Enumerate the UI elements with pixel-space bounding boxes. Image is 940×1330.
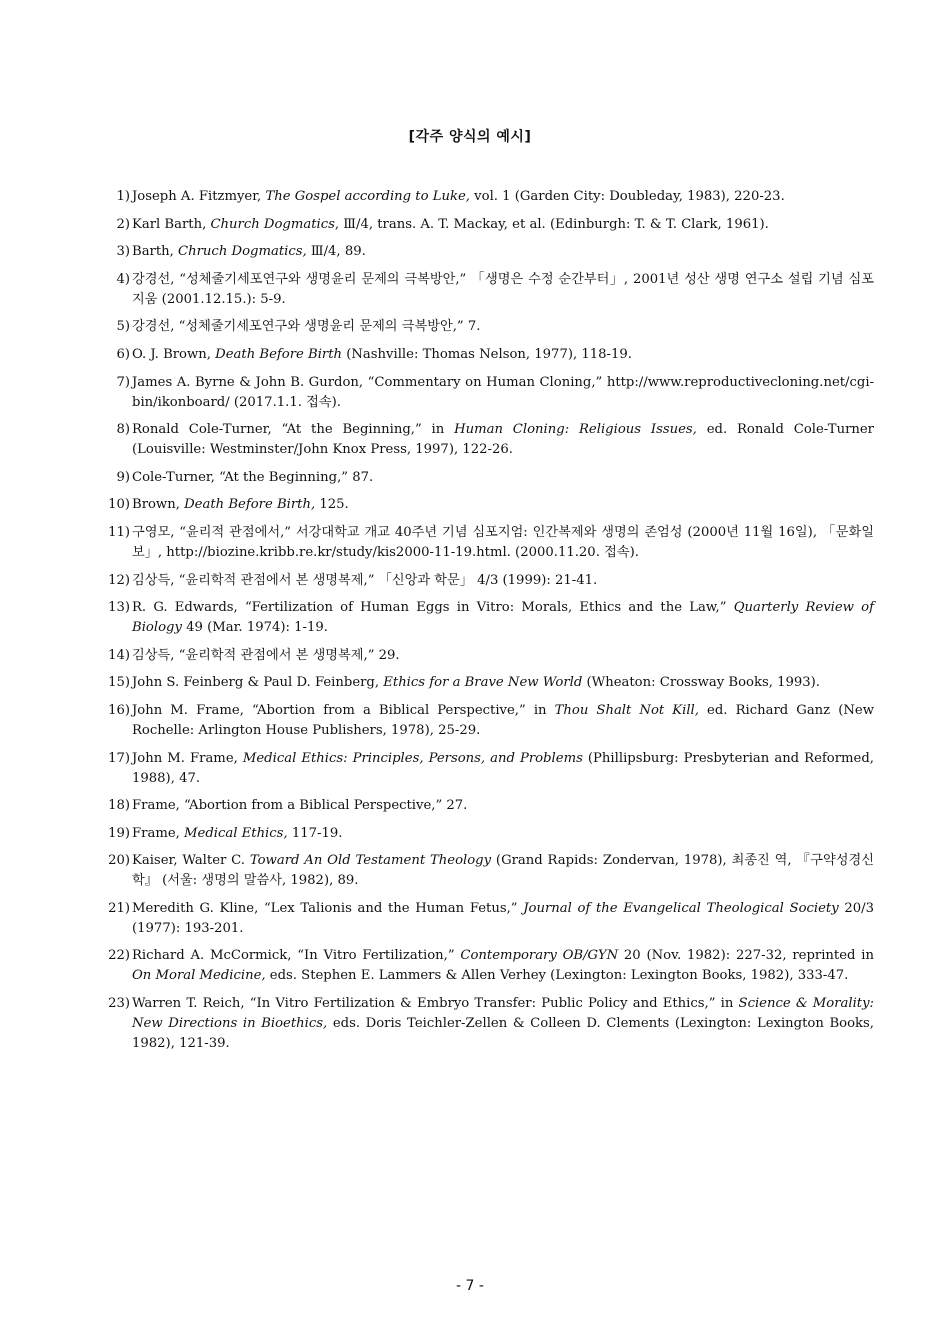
footnote-number: 15 ) [108, 673, 130, 693]
footnote-number: 11 ) [108, 523, 130, 543]
footnote-text: eds. Stephen E. Lammers & Allen Verhey (Lexington: Lexington Books, 1982), 333-47. [265, 968, 849, 984]
footnote-text: 117-19. [287, 825, 343, 841]
footnote-text: Karl Barth, [132, 216, 211, 232]
footnote-number: 14 ) [108, 646, 130, 666]
footnote-text: (Wheaton: Crossway Books, 1993). [582, 675, 821, 691]
footnote-number: 8 ) [108, 420, 130, 440]
footnote-title-italic: Church Dogmatics [210, 216, 335, 232]
footnote-title-italic: Toward An Old Testament Theology [249, 853, 492, 869]
footnote-number: 10 ) [108, 495, 130, 515]
footnote-text: 49 (Mar. 1974): 1-19. [181, 620, 328, 636]
footnote-text: eds. Doris Teichler-Zellen & Colleen D. Clements (Lexington: Lexington Books, 1982), 121-39. [132, 1016, 874, 1052]
footnote-text: Joseph A. Fitzmyer, [132, 189, 266, 204]
footnote [108, 495, 874, 515]
footnote-text: 강경선, “성체줄기세포연구와 생명윤리 문제의 극복방안,” 7. [132, 319, 481, 335]
footnote [108, 851, 874, 891]
footnote-text: O. J. Brown, [132, 346, 216, 362]
footnote [108, 824, 874, 844]
footnote [108, 468, 874, 488]
footnote [108, 420, 874, 460]
footnote-title-italic: Death Before Birth [215, 346, 343, 362]
footnote-text: John M. Frame, “Abortion from a Biblical Perspective,” in [132, 702, 555, 718]
footnote-title-italic: Human Cloning: Religious Issues, [454, 422, 697, 438]
footnote-text: (Phillipsburg: Presbyterian and Reformed, 1988), 47. [132, 750, 874, 786]
footnote-list [108, 187, 874, 1062]
footnote-title-italic: Quarterly Review of Biology [132, 600, 874, 636]
footnote-text: Barth, [132, 244, 179, 260]
page-number: - 7 - [456, 1278, 484, 1294]
footnote-text: 125. [315, 497, 349, 513]
footnote [108, 598, 874, 638]
footnote-title-italic: Death Before Birth, [184, 497, 316, 513]
footnote [108, 242, 874, 262]
footnote-text: Kaiser, Walter C. [132, 853, 250, 869]
footnote-text: ed. Ronald Cole-Turner (Louisville: Westminster/John Knox Press, 1997), 122-26. [132, 422, 874, 458]
footnote-number: 16 ) [108, 701, 130, 721]
footnote-text: Frame, [132, 825, 185, 841]
footnote-number: 2 ) [108, 215, 130, 235]
footnote-number: 12 ) [108, 571, 130, 591]
footnote-number: 21 ) [108, 899, 130, 919]
footnote-text: John M. Frame, [132, 750, 243, 766]
footnote-number: 1 ) [108, 187, 130, 207]
footnote [108, 946, 874, 986]
footnote-number: 18 ) [108, 796, 130, 816]
footnote-number: 13 ) [108, 598, 130, 618]
footnote [108, 899, 874, 939]
footnote-title-italic: Medical Ethics: Principles, Persons, and Problems [242, 750, 583, 766]
footnote-text: 강경선, “성체줄기세포연구와 생명윤리 문제의 극복방안,” 「생명은 수정 순간부터」, 2001년 성산 생명 연구소 설립 기념 심포지움 (2001.12.15.): 5-9. [132, 271, 874, 307]
footnote-number: 4 ) [108, 270, 130, 290]
footnote [108, 646, 874, 666]
footnote-text: Meredith G. Kline, “Lex Talionis and the Human Fetus,” [132, 900, 524, 916]
footnote-text: R. G. Edwards, “Fertilization of Human Eggs in Vitro: Morals, Ethics and the Law,” [132, 600, 734, 616]
footnote-text: 20 (Nov. 1982): 227-32, reprinted in [618, 948, 874, 964]
footnote-title-italic: Ethics for a Brave New World [383, 675, 583, 691]
footnote-text: James A. Byrne & John B. Gurdon, “Commentary on Human Cloning,” http://www.reproductivecloning.net/cgi-bin/ikonboard/ (2017.1.1. 접속). [132, 374, 874, 410]
footnote-text: (Grand Rapids: Zondervan, 1978), 최종진 역, 『구약성경신학』 (서울: 생명의 말씀사, 1982), 89. [132, 853, 874, 889]
footnote-text: Cole-Turner, “At the Beginning,” 87. [132, 469, 374, 485]
footnote-text: 구영모, “윤리적 관점에서,” 서강대학교 개교 40주년 기념 심포지엄: 인간복제와 생명의 존엄성 (2000년 11월 16일), 「문화일보」, http://biozine.kribb.re.kr/study/kis2000-11-19.html. (2000.11.20. 접속). [132, 524, 874, 560]
footnote-title-italic: Journal of the Evangelical Theological Society [523, 900, 839, 916]
footnote-title-italic: The Gospel according to Luke, [265, 189, 470, 204]
footnote-title-italic: Science & Morality: New Directions in Bioethics, [132, 996, 874, 1032]
footnote-text: 김상득, “윤리학적 관점에서 본 생명복제,” 「신앙과 학문」 4/3 (1999): 21-41. [132, 572, 598, 588]
footnote-number: 22 ) [108, 946, 130, 966]
footnote-title-italic: Chruch Dogmatics, [178, 244, 307, 260]
footnote [108, 749, 874, 789]
footnote [108, 345, 874, 365]
footnote [108, 523, 874, 563]
footnote [108, 571, 874, 591]
footnote [108, 187, 874, 207]
footnote-number: 9 ) [108, 468, 130, 488]
footnote-number: 5 ) [108, 317, 130, 337]
footnote [108, 994, 874, 1054]
footnote [108, 215, 874, 235]
footnote-text: ed. Richard Ganz (New Rochelle: Arlington House Publishers, 1978), 25-29. [132, 702, 874, 738]
footnote-text: Warren T. Reich, “In Vitro Fertilization & Embryo Transfer: Public Policy and Ethics,” in [132, 996, 739, 1012]
footnote-number: 6 ) [108, 345, 130, 365]
footnote-text: , Ⅲ/4, trans. A. T. Mackay, et al. (Edinburgh: T. & T. Clark, 1961). [334, 216, 769, 232]
footnote [108, 701, 874, 741]
footnote-number: 17 ) [108, 749, 130, 769]
footnote-text: Ⅲ/4, 89. [306, 244, 366, 260]
footnote [108, 796, 874, 816]
footnote-text: Frame, “Abortion from a Biblical Perspective,” 27. [132, 798, 468, 814]
page-title: [각주 양식의 예시] [408, 129, 532, 145]
footnote-number: 7 ) [108, 373, 130, 393]
footnote-text: (Nashville: Thomas Nelson, 1977), 118-19. [342, 346, 632, 362]
footnote-number: 3 ) [108, 242, 130, 262]
footnote-text: 김상득, “윤리학적 관점에서 본 생명복제,” 29. [132, 647, 400, 663]
footnote-text: Brown, [132, 497, 185, 513]
footnote [108, 373, 874, 413]
footnote-number: 23 ) [108, 994, 130, 1014]
footnote-title-italic: On Moral Medicine, [132, 968, 266, 984]
footnote-text: vol. 1 (Garden City: Doubleday, 1983), 220-23. [469, 189, 785, 204]
footnote-title-italic: Contemporary OB/GYN [460, 948, 619, 964]
footnote-title-italic: Thou Shalt Not Kill, [554, 702, 699, 718]
footnote-text: 20/3 (1977): 193-201. [132, 900, 874, 936]
footnote-title-italic: Medical Ethics, [184, 825, 288, 841]
footnote [108, 317, 874, 337]
footnote-text: John S. Feinberg & Paul D. Feinberg, [132, 675, 384, 691]
footnote-number: 20 ) [108, 851, 130, 871]
footnote-number: 19 ) [108, 824, 130, 844]
footnote-text: Ronald Cole-Turner, “At the Beginning,” in [132, 422, 455, 438]
footnote [108, 270, 874, 310]
footnote-text: Richard A. McCormick, “In Vitro Fertilization,” [132, 948, 461, 964]
footnote [108, 673, 874, 693]
